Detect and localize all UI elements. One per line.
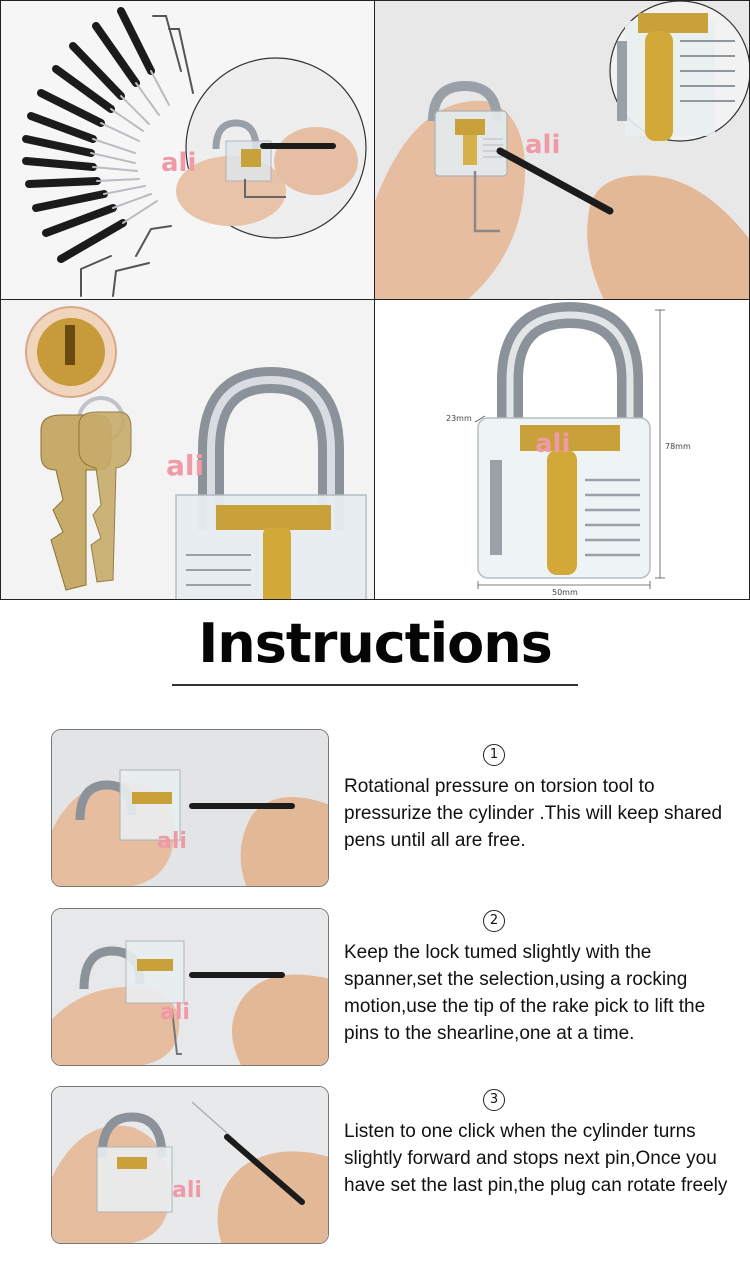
brand-watermark: ali [157,829,187,854]
step-1-photo [51,729,329,887]
step-3-number: 3 [483,1089,505,1111]
step-2-text: Keep the lock tumed slightly with the spanner,set the selection,using a rocking motion,use the tip of the rake pick to lift the pins to the shearline,one at a time. [344,942,706,1044]
padlock-dimension-illustration [375,300,750,600]
width-dimension-label: 50mm [552,588,578,597]
brand-watermark: ali [161,148,197,178]
step-3-illustration [52,1087,329,1244]
step-1-number: 1 [483,744,505,766]
photo-keys-padlock [0,299,376,600]
brand-watermark: ali [160,1000,190,1025]
step-3-photo [51,1086,329,1244]
step-2-number: 2 [483,910,505,932]
photo-picking-closeup [374,0,750,301]
photo-pick-set [0,0,376,301]
step-2-photo [51,908,329,1066]
step-2-illustration [52,909,329,1066]
brand-watermark: ali [525,130,561,160]
picking-closeup-illustration [375,1,750,301]
photo-dimensions [374,299,750,600]
shackle-dimension-label: 23mm [446,414,472,423]
brand-watermark: ali [172,1178,202,1203]
keys-padlock-illustration [1,300,376,600]
brand-watermark: ali [166,449,205,482]
step-1-text: Rotational pressure on torsion tool to pressurize the cylinder .This will keep shared pens until all are free. [344,776,723,851]
instructions-title: Instructions [198,612,552,675]
step-3-text: Listen to one click when the cylinder turns slightly forward and stops next pin,Once you have set the last pin,the plug can rotate freely [344,1121,728,1196]
brand-watermark: ali [535,429,571,459]
step-1-illustration [52,730,329,887]
pick-set-illustration [1,1,376,301]
title-divider [172,684,578,686]
height-dimension-label: 78mm [665,442,691,451]
product-photo-grid [0,0,750,600]
